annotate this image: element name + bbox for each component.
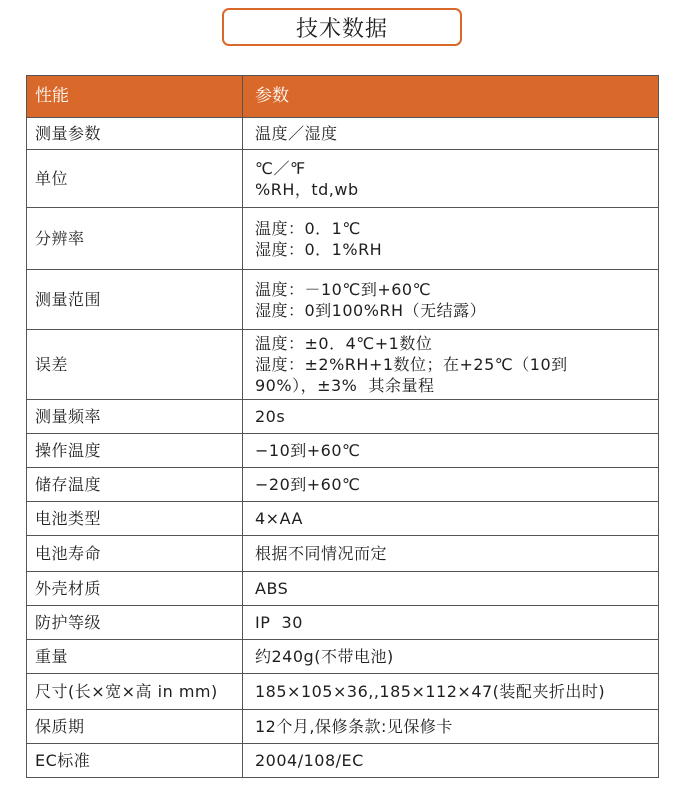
table-row (27, 330, 659, 400)
spec-value-line: 湿度：±2%RH+1数位；在+25℃（10到 (255, 355, 568, 374)
header-performance: 性能 (27, 76, 243, 118)
spec-value (243, 468, 659, 502)
spec-label: 重量 (27, 640, 243, 674)
spec-label: 测量参数 (27, 118, 243, 150)
table-row (27, 468, 659, 502)
spec-value-line: 2004/108/EC (255, 751, 364, 770)
spec-label: 尺寸(长×宽×高 in mm) (27, 674, 243, 710)
table-row (27, 208, 659, 270)
spec-label: 测量频率 (27, 400, 243, 434)
spec-table (26, 75, 659, 778)
table-row (27, 118, 659, 150)
spec-value-line: 12个月,保修条款:见保修卡 (255, 717, 453, 736)
spec-label: 外壳材质 (27, 572, 243, 606)
spec-value (243, 502, 659, 536)
table-row (27, 434, 659, 468)
spec-value (243, 674, 659, 710)
table-row (27, 400, 659, 434)
spec-value-line: 90%），±3% 其余量程 (255, 376, 435, 395)
table-row (27, 502, 659, 536)
spec-value (243, 640, 659, 674)
spec-label: 储存温度 (27, 468, 243, 502)
spec-value-line: 根据不同情况而定 (255, 544, 388, 563)
spec-label: EC标准 (27, 744, 243, 778)
spec-label: 电池类型 (27, 502, 243, 536)
header-parameters: 参数 (243, 76, 659, 118)
table-row (27, 710, 659, 744)
section-title (222, 8, 462, 46)
spec-label: 误差 (27, 330, 243, 400)
spec-label: 分辨率 (27, 208, 243, 270)
table-row (27, 744, 659, 778)
spec-value (243, 606, 659, 640)
spec-value (243, 434, 659, 468)
spec-value-line: 温度／湿度 (255, 124, 338, 143)
spec-label: 操作温度 (27, 434, 243, 468)
spec-value-line: 温度：－10℃到+60℃ (255, 279, 432, 299)
spec-value (243, 150, 659, 208)
spec-value-line: 湿度：0．1%RH (255, 239, 383, 259)
table-row (27, 606, 659, 640)
spec-value (243, 118, 659, 150)
spec-value (243, 536, 659, 572)
spec-value-line: IP 30 (255, 613, 303, 632)
spec-value-line: −10到+60℃ (255, 441, 361, 460)
spec-value-line: 温度：±0．4℃+1数位 (255, 334, 433, 353)
table-row (27, 536, 659, 572)
table-row (27, 640, 659, 674)
spec-value-line: 湿度：0到100%RH（无结露） (255, 300, 487, 320)
spec-value (243, 710, 659, 744)
table-row (27, 572, 659, 606)
spec-label: 单位 (27, 150, 243, 208)
spec-value-line: ℃／℉ (255, 158, 306, 178)
spec-value-line: %RH，td,wb (255, 179, 359, 199)
spec-value-line: −20到+60℃ (255, 475, 361, 494)
spec-label: 电池寿命 (27, 536, 243, 572)
spec-table-header (27, 76, 659, 118)
section-title-text: 技术数据 (295, 16, 388, 42)
table-row (27, 150, 659, 208)
spec-value-line: 20s (255, 407, 286, 426)
spec-value (243, 208, 659, 270)
spec-label: 保质期 (27, 710, 243, 744)
table-row (27, 270, 659, 330)
spec-value (243, 400, 659, 434)
spec-value-line: 4×AA (255, 509, 303, 528)
spec-label: 测量范围 (27, 270, 243, 330)
spec-label: 防护等级 (27, 606, 243, 640)
spec-value (243, 744, 659, 778)
table-row (27, 674, 659, 710)
spec-value (243, 330, 659, 400)
spec-value-line: 185×105×36,,185×112×47(装配夹折出时) (255, 682, 606, 701)
spec-value (243, 270, 659, 330)
spec-value-line: 温度：0．1℃ (255, 218, 361, 238)
spec-value (243, 572, 659, 606)
spec-value-line: 约240g(不带电池) (255, 647, 394, 666)
spec-value-line: ABS (255, 579, 289, 598)
